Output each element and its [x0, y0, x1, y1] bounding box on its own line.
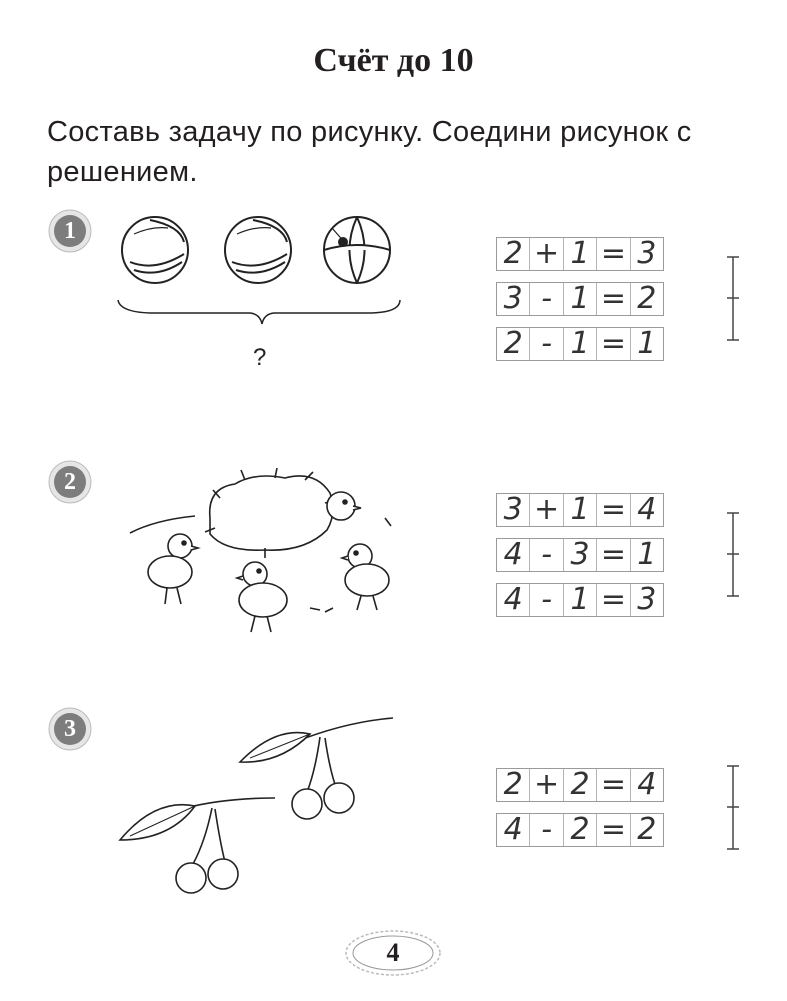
cherry-icon	[208, 859, 238, 889]
eq-cell: 3	[564, 539, 597, 571]
eq-cell: =	[597, 814, 630, 846]
eq-cell: =	[597, 584, 630, 616]
eq-cell: 4	[497, 584, 530, 616]
connection-marks-1[interactable]	[722, 256, 744, 342]
equation-2-2[interactable]	[496, 538, 664, 572]
chicks-picture	[115, 468, 405, 643]
eq-cell: 3	[637, 236, 657, 271]
eq-cell: 1	[637, 326, 657, 361]
eq-cell: 2	[637, 812, 657, 847]
eq-cell: +	[530, 494, 563, 526]
eq-cell: 3	[497, 283, 530, 315]
eq-cell: 2	[564, 814, 597, 846]
branch-2-icon	[185, 798, 275, 808]
eq-cell: -	[530, 283, 563, 315]
eq-cell: 2	[497, 238, 530, 270]
leaf-2-icon	[120, 805, 195, 840]
eq-cell: 2	[497, 328, 530, 360]
equation-1-2[interactable]	[496, 282, 664, 316]
page-number: 4	[386, 938, 400, 967]
eq-cell: =	[597, 769, 630, 801]
eq-cell: 2	[497, 769, 530, 801]
task-1-badge	[48, 209, 92, 253]
connection-marks-2[interactable]	[722, 512, 744, 598]
equation-2-3[interactable]	[496, 583, 664, 617]
question-mark: ?	[253, 344, 267, 371]
eq-cell: 4	[637, 492, 657, 527]
eq-cell: -	[530, 539, 563, 571]
cherry-icon	[176, 863, 206, 893]
cherry-icon	[324, 783, 354, 813]
equation-1-1[interactable]	[496, 237, 664, 271]
equation-3-2[interactable]	[496, 813, 664, 847]
ball-1-icon	[122, 217, 188, 283]
task-1-number: 1	[64, 218, 76, 244]
equation-1-3[interactable]	[496, 327, 664, 361]
equation-3-1[interactable]	[496, 768, 664, 802]
eq-cell: -	[530, 814, 563, 846]
eq-cell: 2	[564, 769, 597, 801]
chick-2-icon	[237, 562, 287, 632]
chick-in-nest-icon	[327, 492, 361, 520]
eq-cell: 1	[564, 584, 597, 616]
eq-cell: =	[597, 494, 630, 526]
eq-cell: 4	[497, 814, 530, 846]
page-title: Счёт до 10	[313, 42, 474, 79]
task-3-number: 3	[64, 716, 76, 742]
eq-cell: =	[597, 539, 630, 571]
eq-cell: 1	[637, 537, 657, 572]
eq-cell: =	[597, 238, 630, 270]
ball-2-icon	[225, 217, 291, 283]
nest-icon	[210, 476, 333, 550]
eq-cell: +	[530, 769, 563, 801]
eq-cell: 1	[564, 238, 597, 270]
eq-cell: 4	[497, 539, 530, 571]
branch-1-icon	[295, 718, 393, 742]
eq-cell: 1	[564, 283, 597, 315]
brace-icon	[118, 300, 400, 324]
chick-1-icon	[148, 534, 198, 604]
connection-marks-3[interactable]	[722, 765, 744, 851]
three-balls-picture	[110, 212, 410, 342]
eq-cell: -	[530, 328, 563, 360]
eq-cell: -	[530, 584, 563, 616]
task-instruction: Составь задачу по рисунку. Соедини рисунок с решением.	[47, 116, 692, 188]
task-2-number: 2	[64, 469, 76, 495]
task-3-badge	[48, 707, 92, 751]
task-2-badge	[48, 460, 92, 504]
eq-cell: +	[530, 238, 563, 270]
eq-cell: =	[597, 283, 630, 315]
eq-cell: 1	[564, 328, 597, 360]
eq-cell: 3	[637, 582, 657, 617]
chick-3-icon	[342, 544, 389, 610]
equation-2-1[interactable]	[496, 493, 664, 527]
eq-cell: 3	[497, 494, 530, 526]
ball-3-icon	[324, 217, 390, 283]
eq-cell: 2	[637, 281, 657, 316]
eq-cell: =	[597, 328, 630, 360]
cherry-icon	[292, 789, 322, 819]
cherries-picture	[115, 712, 405, 902]
eq-cell: 1	[564, 494, 597, 526]
eq-cell: 4	[637, 767, 657, 802]
